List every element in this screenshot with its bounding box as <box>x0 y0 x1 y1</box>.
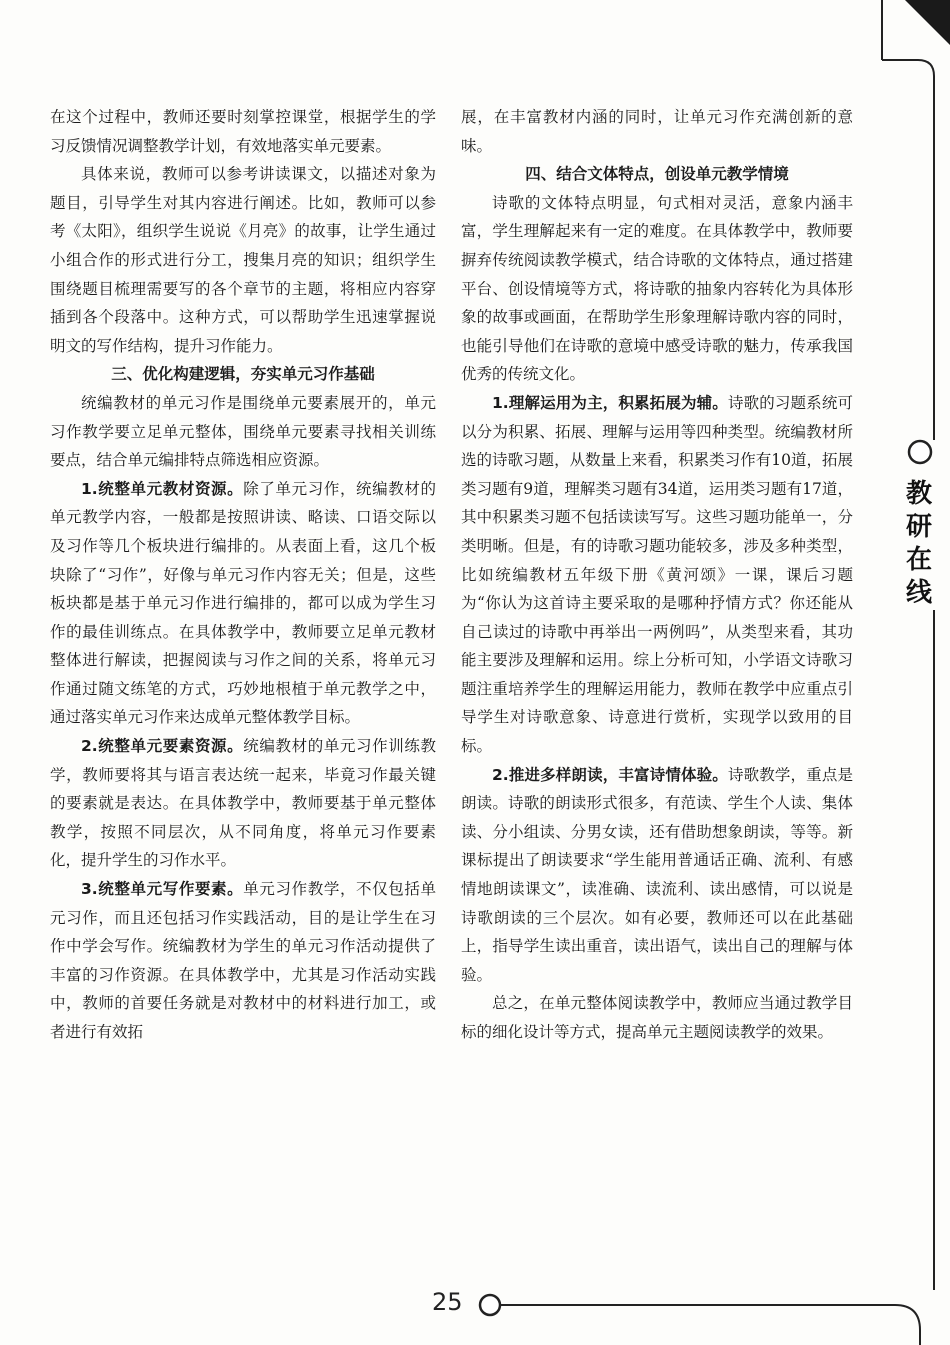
paragraph <box>461 761 853 990</box>
section-heading: 三、优化构建逻辑，夯实单元习作基础 <box>111 365 375 384</box>
section-heading: 四、结合文体特点，创设单元教学情境 <box>525 165 789 184</box>
paragraph-text: 在这个过程中，教师还要时刻掌控课堂，根据学生的学习反馈情况调整教学计划，有效地落实单元要素。 <box>50 108 436 155</box>
paragraph-lead: 1.理解运用为主，积累拓展为辅。 <box>492 393 728 412</box>
paragraph-text: 总之，在单元整体阅读教学中，教师应当通过教学目标的细化设计等方式，提高单元主题阅读教学的效果。 <box>461 994 853 1041</box>
paragraph-text: 诗歌的习题系统可以分为积累、拓展、理解与运用等四种类型。统编教材所选的诗歌习题，从数量上来看，积累类习作有10道，拓展类习题有9道，理解类习题有34道，运用类习题有17道，其中积累类习题不包括读读写写。这些习题功能单一，分类明晰。但是，有的诗歌习题功能较多，涉及多种类型，比如统编教材五年级下册《黄河颂》一课，课后习题为“你认为这首诗主要采取的是哪种抒情方式？你还能从自己读过的诗歌中再举出一两例吗”，从类型来看，其功能主要涉及理解和运用。综上分析可知，小学语文诗歌习题注重培养学生的理解运用能力，教师在教学中应重点引导学生对诗歌意象、诗意进行赏析，实现学以致用的目标。 <box>461 393 853 756</box>
paragraph <box>461 189 853 389</box>
corner-triangle <box>905 0 950 45</box>
paragraph-text: 诗歌的文体特点明显，句式相对灵活，意象内涵丰富，学生理解起来有一定的难度。在具体教学中，教师要摒弃传统阅读教学模式，结合诗歌的文体特点，通过搭建平台、创设情境等方式，将诗歌的抽象内容转化为具体形象的故事或画面，在帮助学生形象理解诗歌内容的同时，也能引导他们在诗歌的意境中感受诗歌的魅力，传承我国优秀的传统文化。 <box>461 193 853 384</box>
paragraph <box>461 989 853 1046</box>
frame-curve-top <box>918 60 934 440</box>
section-label-char: 研 <box>905 512 932 542</box>
paragraph-lead: 2.统整单元要素资源。 <box>81 737 244 756</box>
paragraph <box>50 475 436 732</box>
paragraph-text: 单元习作教学，不仅包括单元习作，而且还包括习作实践活动，目的是让学生在习作中学会写作。统编教材为学生的单元习作活动提供了丰富的习作资源。在具体教学中，尤其是习作活动实践中，教师的首要任务就是对教材中的材料进行加工，或者进行有效拓 <box>50 880 436 1041</box>
paragraph-text: 统编教材的单元习作训练教学，教师要将其与语言表达统一起来，毕竟习作最关键的要素就是表达。在具体教学中，教师要基于单元整体教学，按照不同层次，从不同角度，将单元习作要素化，提升学生的习作水平。 <box>50 737 436 870</box>
side-circle-marker <box>909 441 931 463</box>
section-label-char: 教 <box>905 479 932 509</box>
paragraph <box>461 103 853 160</box>
paragraph <box>50 732 436 875</box>
paragraph <box>50 875 436 1047</box>
section-label <box>899 478 939 610</box>
frame-curve-bottom <box>500 1305 920 1345</box>
page-number-circle <box>480 1295 500 1315</box>
left-column <box>50 103 436 1047</box>
section-label-char: 在 <box>905 545 932 575</box>
section-label-char: 线 <box>905 578 932 608</box>
paragraph <box>50 160 436 360</box>
paragraph-lead: 3.统整单元写作要素。 <box>81 880 244 899</box>
paragraph <box>461 389 853 761</box>
paragraph-text: 展，在丰富教材内涵的同时，让单元习作充满创新的意味。 <box>461 108 853 155</box>
page-number: 25 <box>432 1288 463 1316</box>
paragraph-lead: 2.推进多样朗读，丰富诗情体验。 <box>492 765 728 784</box>
paragraph <box>50 103 436 160</box>
right-column <box>461 103 853 1047</box>
paragraph-text: 诗歌教学，重点是朗读。诗歌的朗读形式很多，有范读、学生个人读、集体读、分小组读、分男女读，还有借助想象朗读，等等。新课标提出了朗读要求“学生能用普通话正确、流利、有感情地朗读课文”，读准确、读流利、读出感情，可以说是诗歌朗读的三个层次。如有必要，教师还可以在此基础上，指导学生读出重音，读出语气，读出自己的理解与体验。 <box>461 765 853 984</box>
paragraph-lead: 1.统整单元教材资源。 <box>81 479 244 498</box>
paragraph-text: 统编教材的单元习作是围绕单元要素展开的，单元习作教学要立足单元整体，围绕单元要素寻找相关训练要点，结合单元编排特点筛选相应资源。 <box>50 393 436 470</box>
paragraph-text: 具体来说，教师可以参考讲读课文，以描述对象为题目，引导学生对其内容进行阐述。比如，教师可以参考《太阳》，组织学生说说《月亮》的故事，让学生通过小组合作的形式进行分工，搜集月亮的知识；组织学生围绕题目梳理需要写的各个章节的主题，将相应内容穿插到各个段落中。这种方式，可以帮助学生迅速掌握说明文的写作结构，提升习作能力。 <box>50 165 436 355</box>
paragraph <box>50 389 436 475</box>
paragraph-text: 除了单元习作，统编教材的单元教学内容，一般都是按照讲读、略读、口语交际以及习作等几个板块进行编排的。从表面上看，这几个板块除了“习作”，好像与单元习作内容无关；但是，这些板块都是基于单元习作进行编排的，都可以成为学生习作的最佳训练点。在具体教学中，教师要立足单元教材整体进行解读，把握阅读与习作之间的关系，将单元习作通过随文练笔的方式，巧妙地根植于单元教学之中，通过落实单元习作来达成单元整体教学目标。 <box>50 479 436 727</box>
